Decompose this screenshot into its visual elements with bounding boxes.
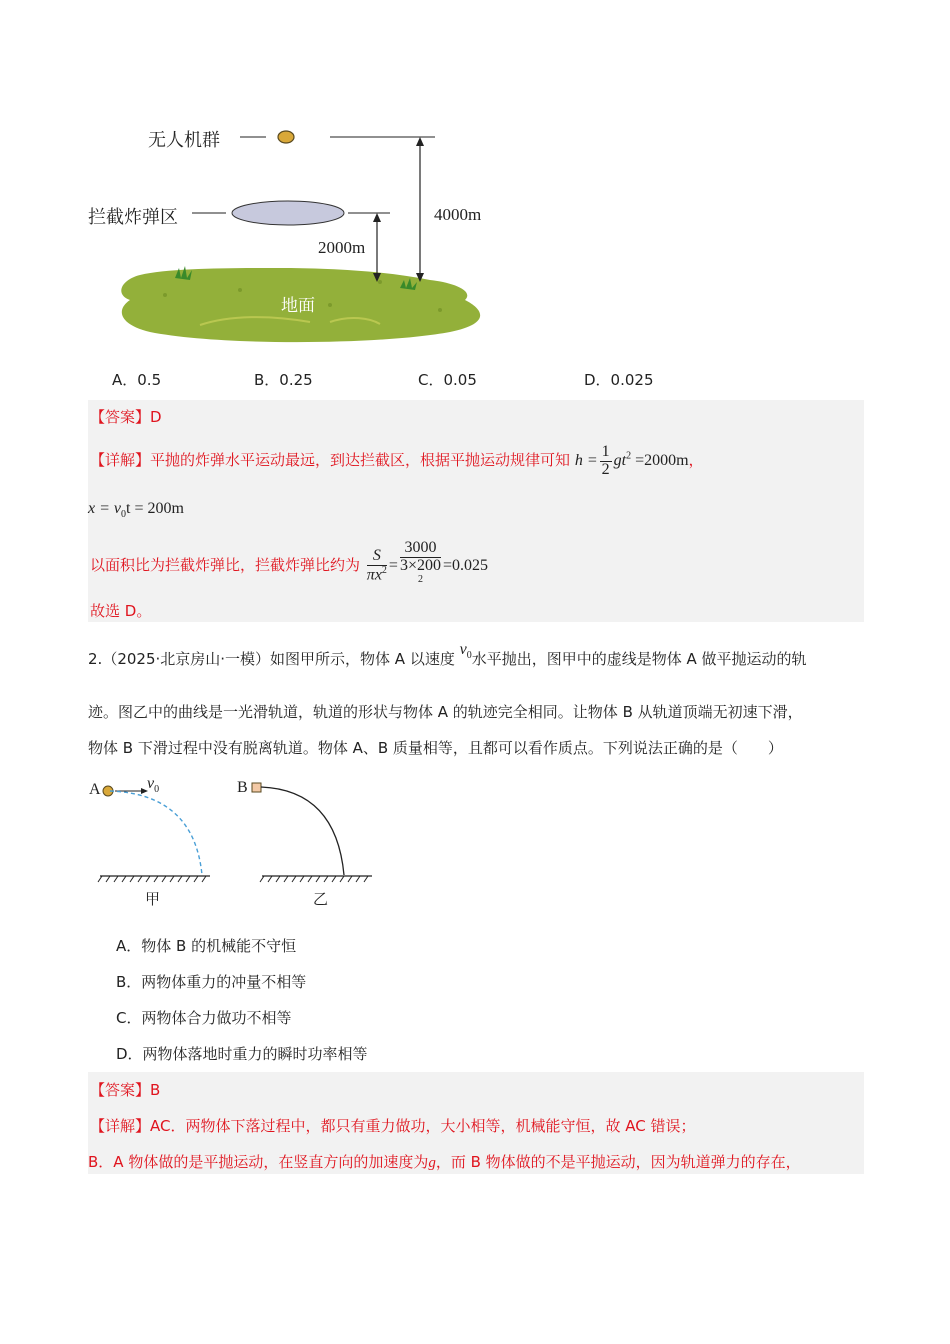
caption-yi: 乙: [313, 890, 329, 908]
q2-stem-line2: 迹。图乙中的曲线是一光滑轨道，轨道的形状与物体 A 的轨迹完全相同。让物体 B 从轨道顶端无初速下滑，: [88, 703, 803, 721]
parabola-dashed: [110, 791, 202, 875]
label-b: B: [237, 779, 248, 796]
equation-distance: $x = v_0t = 200m$: [88, 500, 184, 521]
q2-detail-line1: 【详解】AC．两物体下落过程中，都只有重力做功，大小相等，机械能守恒，故 AC 错误；: [90, 1117, 696, 1135]
detail-label: 【详解】: [90, 1117, 151, 1135]
q2-number: 2.: [88, 650, 103, 668]
q2-option-b: B．两物体重力的冲量不相等: [116, 973, 307, 991]
q1-answer-box: [88, 400, 864, 622]
drone-label: 无人机群: [148, 130, 220, 151]
height-zone-label: 2000m: [318, 238, 366, 257]
q2-stem-line1: 2.（2025·北京房山·一模）如图甲所示，物体 A 以速度 $v_0$水平抛出，图甲中的虚线是物体 A 做平抛运动的轨: [88, 641, 807, 668]
object-b-icon: [252, 783, 261, 792]
q2-option-a: A．物体 B 的机械能不守恒: [116, 937, 297, 955]
q2-answer-box: [88, 1072, 864, 1174]
smooth-track: [261, 787, 344, 875]
q1-option-a: A．0.5: [112, 371, 162, 389]
q2-source: （2025·北京房山·一模）: [102, 650, 271, 668]
q1-option-c: C．0.05: [418, 371, 477, 389]
answer-label: 【答案】: [90, 1081, 151, 1099]
detail-text: 平抛的炸弹水平运动最远，到达拦截区，根据平抛运动规律可知: [150, 450, 571, 469]
q1-option-d: D．0.025: [584, 371, 654, 389]
caption-jia: 甲: [145, 890, 161, 908]
label-v0: $v_0$: [147, 775, 160, 796]
answer-label: 【答案】: [90, 408, 151, 426]
drone-icon: [278, 131, 294, 143]
answer-value: D: [150, 408, 162, 426]
equation-ratio: $\frac{S}{\pi x^2}$ = 3000 3×200 $^2$ =0.025: [366, 539, 489, 585]
intercept-zone-shape: [232, 201, 344, 225]
q1-conclusion: 故选 D。: [90, 602, 152, 620]
q1-answer-line: [90, 406, 162, 427]
ground-label: 地面: [281, 296, 315, 316]
q1-ratio-line: [90, 540, 488, 593]
height-total-label: 4000m: [434, 205, 482, 224]
q2-stem-line3: 物体 B 下滑过程中没有脱离轨道。物体 A、B 质量相等，且都可以看作质点。下列说法正确的是（ ）: [88, 739, 783, 757]
equation-height: h = $\frac{1}{2}$ $gt^2 =2000m$: [574, 443, 689, 478]
answer-value: B: [150, 1081, 161, 1099]
detail-label: 【详解】: [90, 450, 151, 469]
q1-detail-line: 【详解】平抛的炸弹水平运动最远，到达拦截区，根据平抛运动规律可知 h = $\frac{1}{2}$ $gt^2 =2000m$，: [90, 443, 704, 478]
q2-answer-line: [90, 1079, 160, 1100]
q2-option-c: C．两物体合力做功不相等: [116, 1009, 292, 1027]
q1-option-b: B．0.25: [254, 371, 313, 389]
q2-detail-line2: B．A 物体做的是平抛运动，在竖直方向的加速度为g，而 B 物体做的不是平抛运动，因为轨道弹力的存在，: [88, 1153, 801, 1171]
ratio-text: 以面积比为拦截炸弹比，拦截炸弹比约为: [90, 556, 361, 575]
v0-symbol: $v_0$: [459, 641, 472, 662]
q2-option-d: D．两物体落地时重力的瞬时功率相等: [116, 1045, 368, 1063]
trajectory-figure: [86, 772, 386, 912]
label-a: A: [89, 781, 101, 798]
zone-label: 拦截炸弹区: [88, 207, 178, 228]
